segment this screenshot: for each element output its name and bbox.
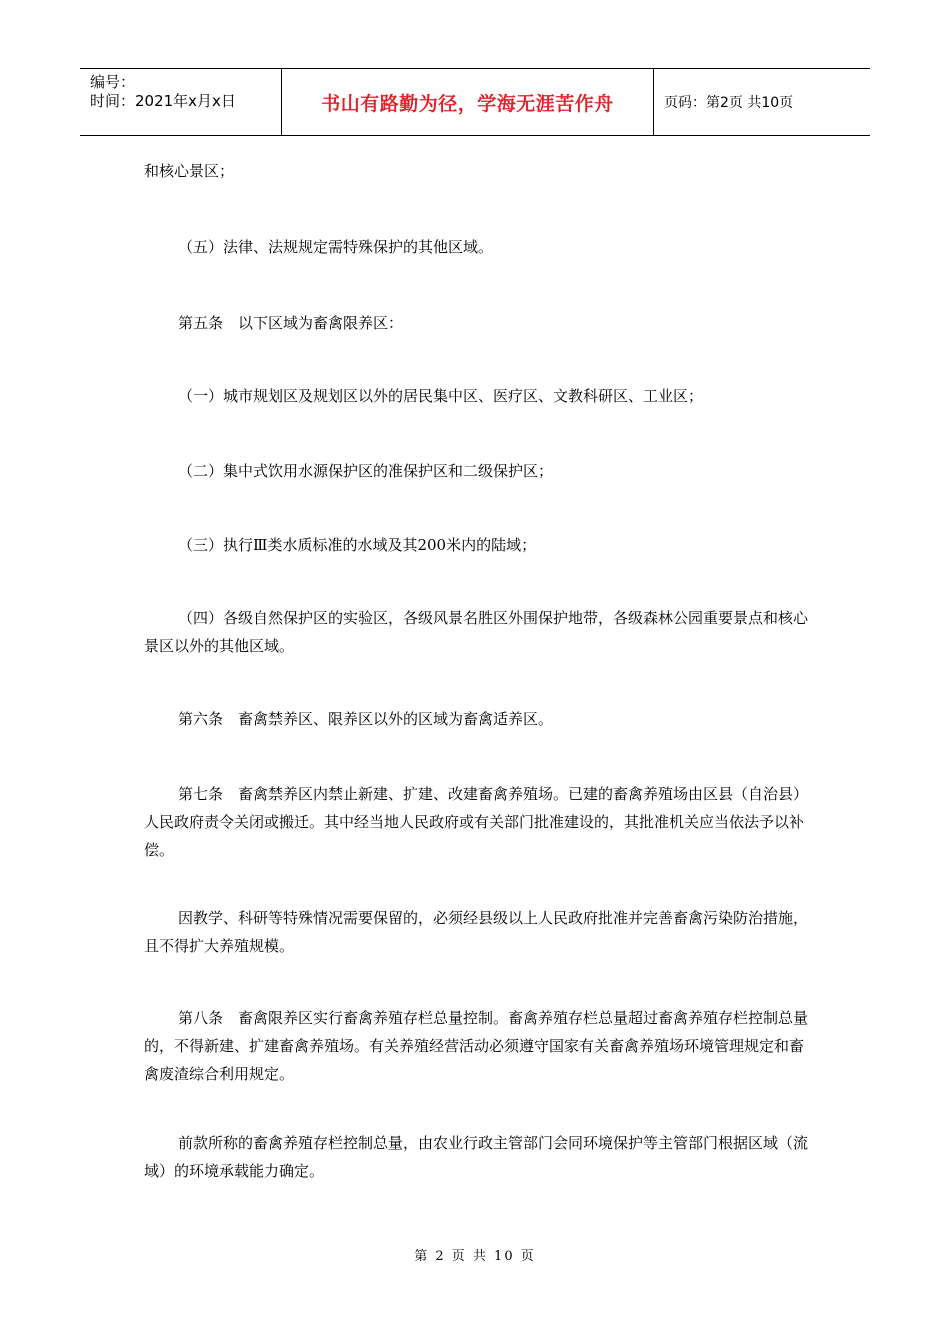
header-page-info: 页码：第2页 共10页 — [664, 95, 794, 111]
page-footer: 第 2 页 共 10 页 — [414, 1249, 536, 1264]
paragraph-item-1: （一）城市规划区及规划区以外的居民集中区、医疗区、文教科研区、工业区； — [178, 387, 704, 405]
article-7: 第七条 畜禽禁养区内禁止新建、扩建、改建畜禽养殖场。已建的畜禽养殖场由区县（自治县）人民政府责令关闭或搬迁。其中经当地人民政府或有关部门批准建设的，其批准机关应当依法予以补偿。 — [144, 785, 809, 859]
document-number-label: 编号： — [90, 73, 136, 91]
page-header — [80, 68, 870, 136]
paragraph-item-2: （二）集中式饮用水源保护区的准保护区和二级保护区； — [178, 462, 554, 480]
article-6: 第六条 畜禽禁养区、限养区以外的区域为畜禽适养区。 — [178, 710, 554, 728]
paragraph-item-3: （三）执行Ⅲ类水质标准的水域及其200米内的陆域； — [178, 536, 537, 554]
article-8: 第八条 畜禽限养区实行畜禽养殖存栏总量控制。畜禽养殖存栏总量超过畜禽养殖存栏控制总量的，不得新建、扩建畜禽养殖场。有关养殖经营活动必须遵守国家有关畜禽养殖场环境管理规定和畜禽废渣综合利用规定。 — [144, 1009, 809, 1083]
document-time-label: 时间：2021年x月x日 — [90, 92, 236, 110]
article-5-heading: 第五条 以下区域为畜禽限养区： — [178, 314, 404, 332]
paragraph-continuation: 和核心景区； — [144, 162, 235, 180]
paragraph-item-4: （四）各级自然保护区的实验区，各级风景名胜区外围保护地带，各级森林公园重要景点和核心景区以外的其他区域。 — [144, 609, 809, 655]
header-meta-cell — [80, 69, 282, 135]
header-motto: 书山有路勤为径，学海无涯苦作舟 — [321, 92, 614, 115]
article-7-exception: 因教学、科研等特殊情况需要保留的，必须经县级以上人民政府批准并完善畜禽污染防治措施，且不得扩大养殖规模。 — [144, 909, 809, 955]
header-page-cell — [654, 69, 870, 135]
paragraph-clause-5: （五）法律、法规规定需特殊保护的其他区域。 — [178, 238, 494, 256]
article-8-note: 前款所称的畜禽养殖存栏控制总量，由农业行政主管部门会同环境保护等主管部门根据区域（流域）的环境承载能力确定。 — [144, 1134, 809, 1180]
header-motto-cell — [282, 69, 654, 135]
